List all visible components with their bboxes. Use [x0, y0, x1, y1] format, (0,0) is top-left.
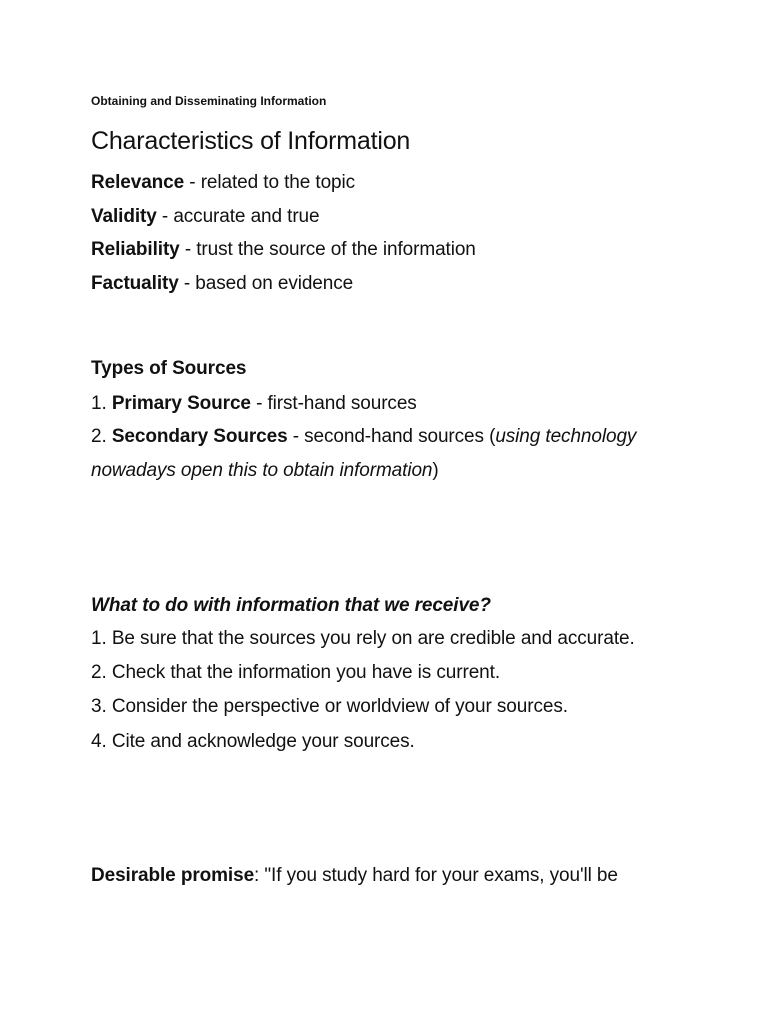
- section-title: Characteristics of Information: [91, 127, 411, 155]
- list-item: 4. Cite and acknowledge your sources.: [91, 731, 415, 752]
- characteristic-validity: [91, 206, 320, 228]
- what-to-do-question: What to do with information that we receive?: [91, 595, 491, 616]
- note: using technology: [495, 426, 637, 447]
- desirable-promise: [91, 865, 618, 887]
- source-primary: [91, 393, 417, 415]
- list-item: 1. Be sure that the sources you rely on are credible and accurate.: [91, 628, 635, 649]
- definition: - based on evidence: [178, 273, 354, 294]
- characteristic-relevance: [91, 172, 355, 194]
- characteristic-reliability: [91, 239, 476, 261]
- definition: - related to the topic: [184, 172, 356, 193]
- number: 1.: [91, 393, 112, 414]
- text: : "If you study hard for your exams, you'll be: [254, 865, 618, 886]
- term: Desirable promise: [91, 865, 255, 886]
- term: Reliability: [91, 239, 180, 260]
- definition: - second-hand sources (: [287, 426, 496, 447]
- term: Relevance: [91, 172, 185, 193]
- term: Validity: [91, 206, 157, 227]
- close-paren: ): [432, 460, 439, 481]
- term: Primary Source: [111, 393, 251, 414]
- definition: - accurate and true: [156, 206, 320, 227]
- source-secondary: [91, 426, 636, 448]
- number: 2.: [91, 426, 112, 447]
- definition: - first-hand sources: [250, 393, 417, 414]
- list-item: 3. Consider the perspective or worldview of your sources.: [91, 696, 568, 717]
- source-secondary-continued: [91, 460, 439, 482]
- definition: - trust the source of the information: [179, 239, 476, 260]
- term: Factuality: [91, 273, 179, 294]
- document-header: Obtaining and Disseminating Information: [91, 94, 327, 108]
- sources-heading: Types of Sources: [91, 358, 247, 379]
- term: Secondary Sources: [111, 426, 288, 447]
- characteristic-factuality: [91, 273, 353, 295]
- note: nowadays open this to obtain information: [91, 460, 433, 481]
- list-item: 2. Check that the information you have is current.: [91, 662, 500, 683]
